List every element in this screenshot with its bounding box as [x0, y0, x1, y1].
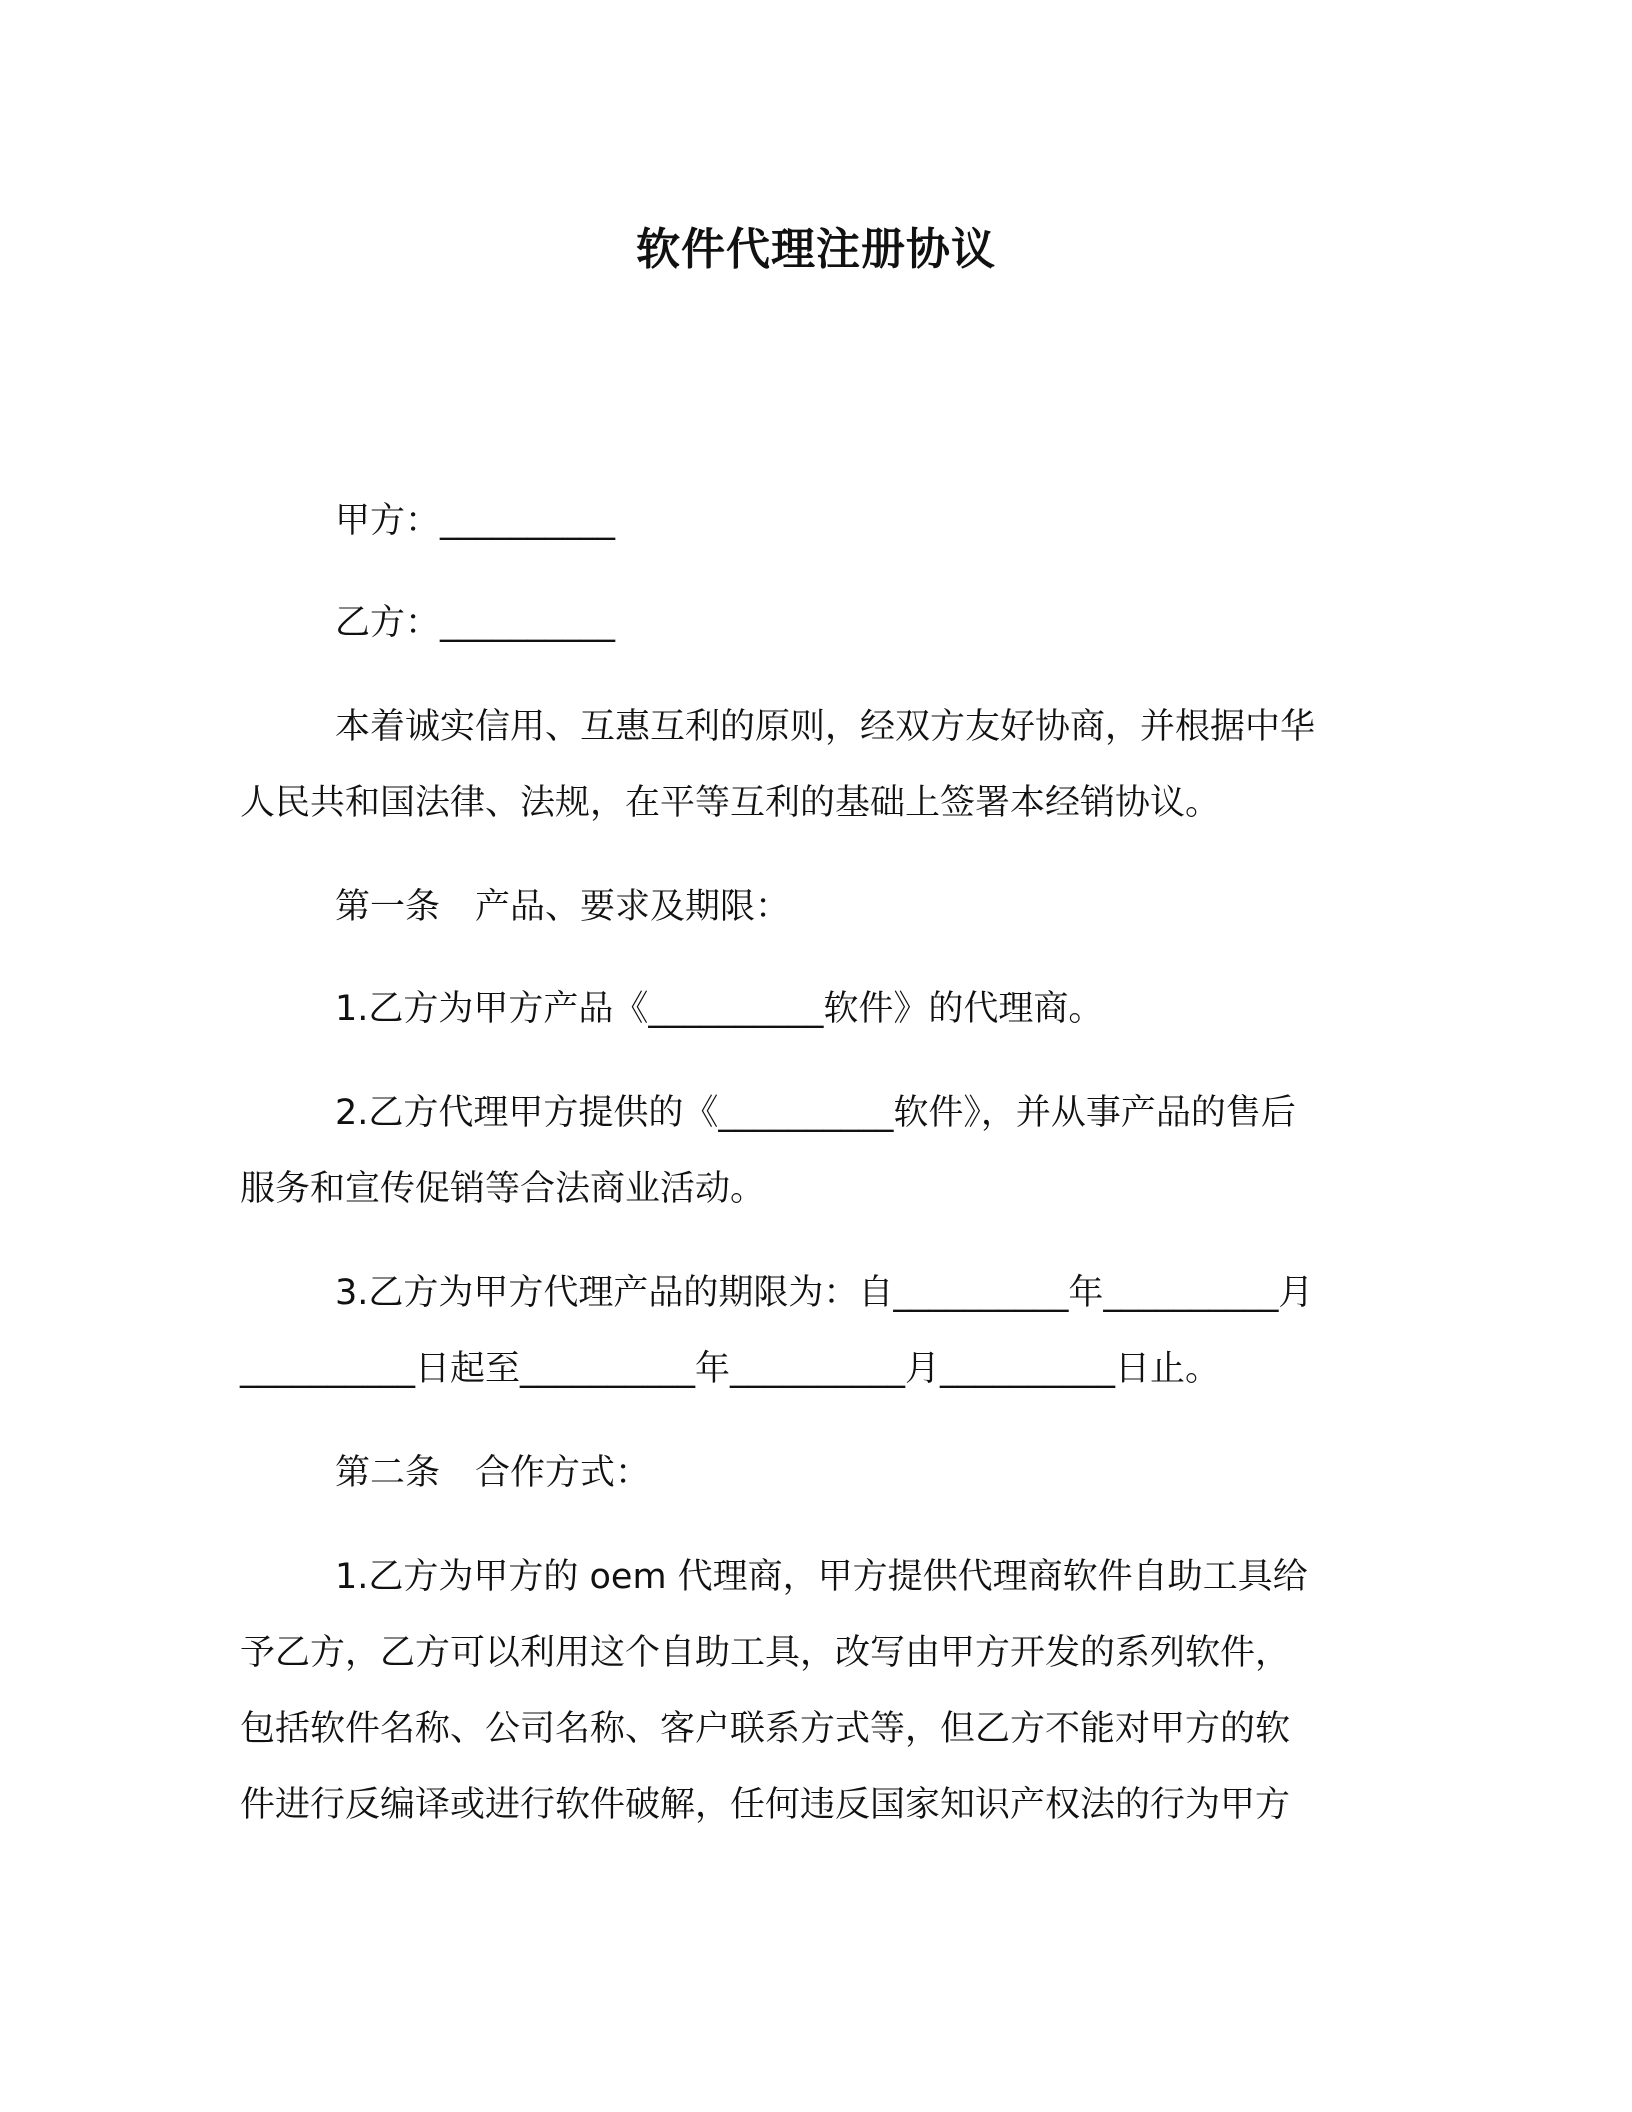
article-1-item-3-line-2: __________日起至__________年__________月__________日止。 — [240, 1349, 1221, 1389]
article-2-item-1-line-3: 包括软件名称、公司名称、客户联系方式等，但乙方不能对甲方的软 — [240, 1709, 1291, 1749]
article-1-item-2-line-1: 2.乙方代理甲方提供的《__________软件》，并从事产品的售后 — [335, 1093, 1296, 1133]
party-a-line: 甲方：__________ — [335, 501, 616, 541]
article-1-item-2-line-2: 服务和宣传促销等合法商业活动。 — [240, 1169, 766, 1209]
preamble-line-2: 人民共和国法律、法规，在平等互利的基础上签署本经销协议。 — [240, 783, 1221, 823]
article-2-item-1-line-4: 件进行反编译或进行软件破解，任何违反国家知识产权法的行为甲方 — [240, 1785, 1291, 1825]
party-b-line: 乙方：__________ — [335, 603, 616, 643]
article-2-heading: 第二条 合作方式： — [335, 1453, 651, 1493]
article-2-item-1-line-2: 予乙方，乙方可以利用这个自助工具，改写由甲方开发的系列软件， — [240, 1633, 1291, 1673]
article-1-item-1: 1.乙方为甲方产品《__________软件》的代理商。 — [335, 989, 1104, 1029]
article-1-item-3-line-1: 3.乙方为甲方代理产品的期限为：自__________年__________月 — [335, 1273, 1314, 1313]
article-1-heading: 第一条 产品、要求及期限： — [335, 887, 791, 927]
document-title: 软件代理注册协议 — [636, 224, 996, 275]
article-2-item-1-line-1: 1.乙方为甲方的 oem 代理商，甲方提供代理商软件自助工具给 — [335, 1557, 1308, 1597]
preamble-line-1: 本着诚实信用、互惠互利的原则，经双方友好协商，并根据中华 — [335, 707, 1316, 747]
